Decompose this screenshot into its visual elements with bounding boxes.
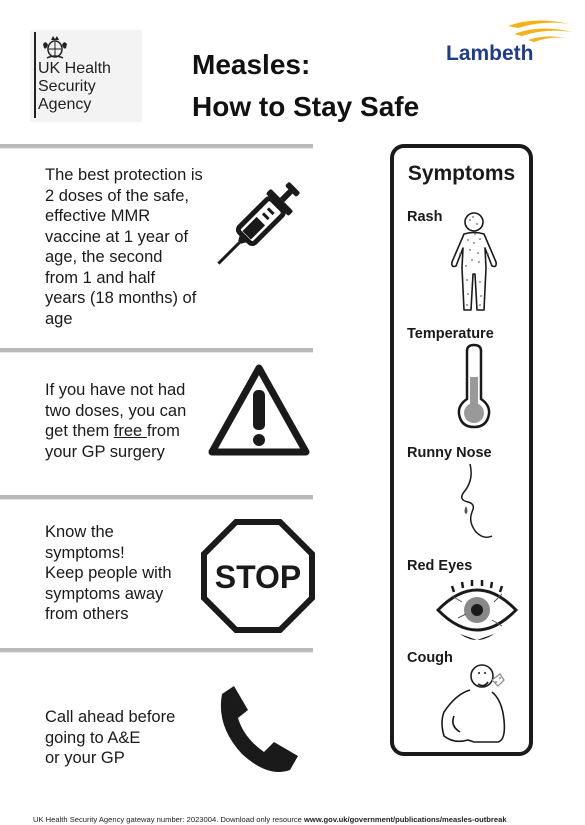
divider — [0, 144, 313, 148]
symptoms-box — [390, 144, 533, 756]
lambeth-wordmark: Lambeth — [446, 42, 534, 65]
syringe-icon — [210, 176, 306, 272]
ukhsa-logo-bar — [34, 32, 36, 118]
ukhsa-name: UK Health Security Agency — [38, 60, 111, 113]
free-link: free — [113, 422, 147, 440]
runny-nose-icon — [450, 462, 500, 546]
symptom-label: Cough — [407, 650, 453, 666]
thermometer-icon — [454, 343, 494, 429]
divider — [0, 648, 313, 652]
stop-sign-text: STOP — [214, 559, 302, 595]
footer-link[interactable]: www.gov.uk/government/publications/measles-outbreak — [304, 815, 507, 824]
royal-crest-icon — [40, 34, 70, 60]
panel-vaccine-text: The best protection is 2 doses of the safe, effective MMR vaccine at 1 year of age, the second from 1 and half years (18 months) of age — [45, 166, 203, 328]
symptom-label: Temperature — [407, 326, 494, 342]
symptom-label: Red Eyes — [407, 558, 473, 574]
symptom-label: Rash — [407, 209, 443, 225]
cough-icon — [434, 660, 514, 746]
divider — [0, 495, 313, 499]
divider — [0, 348, 313, 352]
panel-call-ahead-text: Call ahead before going to A&E or your GP — [45, 708, 176, 767]
page-title: Measles: How to Stay Safe — [192, 49, 420, 122]
red-eye-icon — [432, 576, 522, 646]
stop-sign-icon — [200, 518, 316, 634]
footer-note: UK Health Security Agency gateway number: 2023004. Download only resource www.gov.uk/government/publications/measles-outbreak — [33, 815, 507, 824]
panel-free-doses-text: If you have not had two doses, you can get them free from your GP surgery — [45, 381, 187, 461]
warning-icon — [206, 362, 312, 458]
rash-body-icon — [444, 210, 504, 314]
ukhsa-logo — [30, 30, 142, 122]
panel-symptoms-text: Know the symptoms! Keep people with symptoms away from others — [45, 523, 172, 623]
phone-icon — [208, 682, 304, 778]
symptoms-title: Symptoms — [407, 162, 516, 185]
lambeth-swoosh-icon — [504, 18, 574, 42]
symptom-label: Runny Nose — [407, 445, 492, 461]
lambeth-logo — [440, 18, 575, 76]
